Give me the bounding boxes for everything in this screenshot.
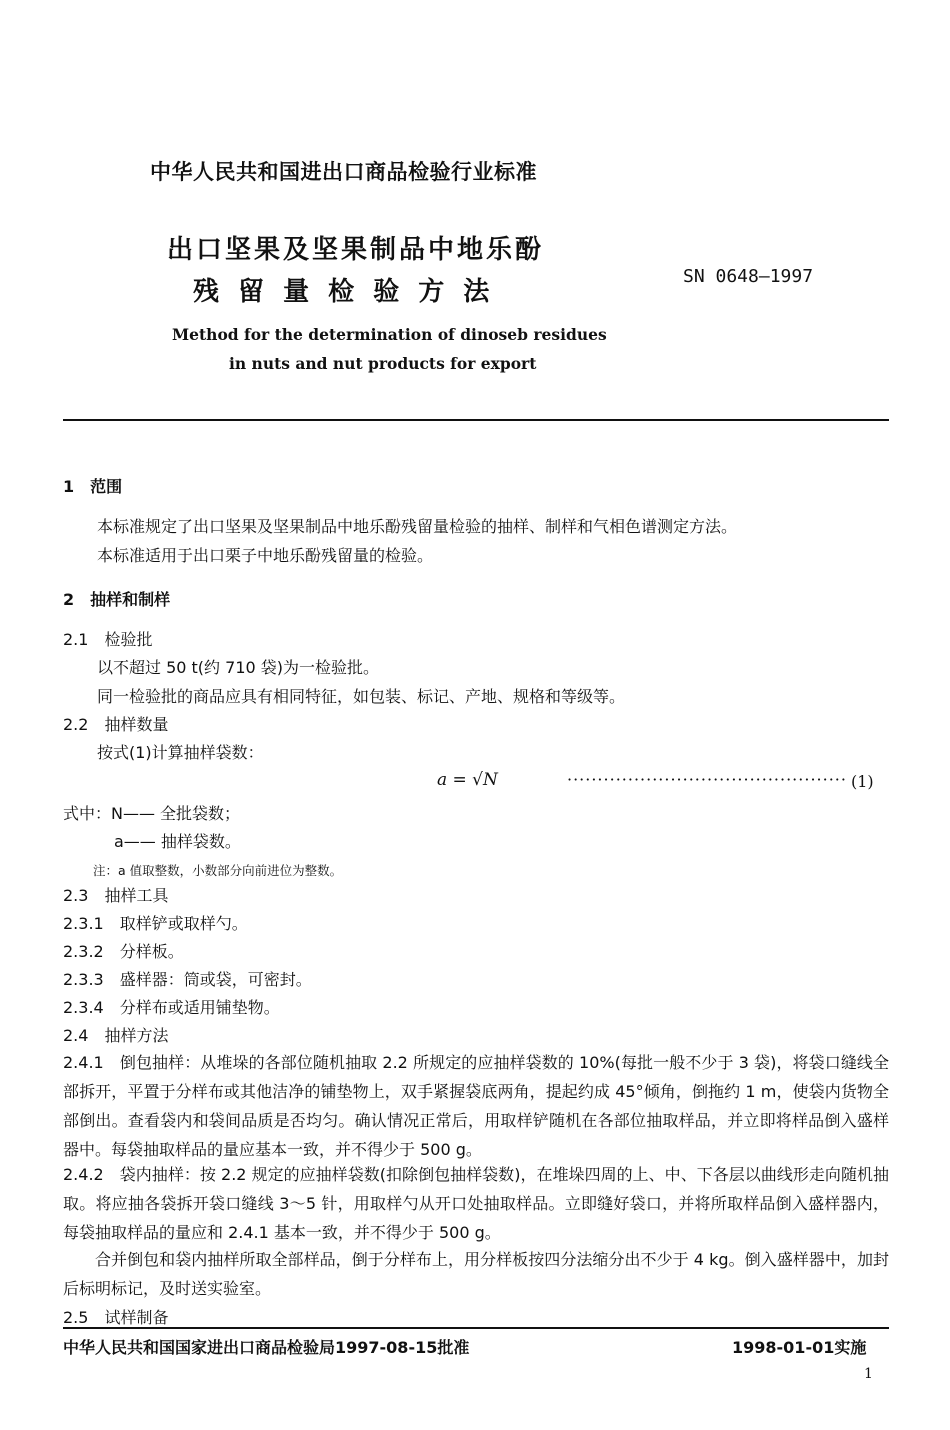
formula: a = √N xyxy=(437,770,498,790)
english-title-line2: in nuts and nut products for export xyxy=(229,354,537,373)
section-2-1-paragraph-1: 以不超过 50 t(约 710 袋)为一检验批。 xyxy=(97,658,380,677)
footer-rule xyxy=(63,1327,889,1329)
section-2-3-heading: 2.3 抽样工具 xyxy=(63,886,169,905)
formula-where-n: 式中：N—— 全批袋数； xyxy=(63,804,241,823)
section-2-4-1: 2.4.1 倒包抽样：从堆垛的各部位随机抽取 2.2 所规定的应抽样袋数的 10%(每批一般不少于 3 袋)，将袋口缝线全部拆开，平置于分样布或其他洁净的铺垫物上，双手紧握袋底两角，提起约成 45°倾角，倒拖约 1 m，使袋内货物全部倒出。查看袋内和袋间品质是否均匀。确认情况正常后，用取样铲随机在各部位抽取样品，并立即将样品倒入盛样器中。每袋抽取样品的量应基本一致，并不得少于 500 g。 xyxy=(63,1053,889,1159)
effective-date: 1998-01-01实施 xyxy=(732,1338,867,1357)
section-2-1-heading: 2.1 检验批 xyxy=(63,630,153,649)
section-2-1-paragraph-2: 同一检验批的商品应具有相同特征，如包装、标记、产地、规格和等级等。 xyxy=(97,687,626,706)
section-2-4-paragraph: 合并倒包和袋内抽样所取全部样品，倒于分样布上，用分样板按四分法缩分出不少于 4 kg。倒入盛样器中，加封后标明标记，及时送实验室。 xyxy=(63,1250,889,1298)
section-1-paragraph-2: 本标准适用于出口栗子中地乐酚残留量的检验。 xyxy=(97,546,434,565)
section-1-paragraph-1: 本标准规定了出口坚果及坚果制品中地乐酚残留量检验的抽样、制样和气相色谱测定方法。 xyxy=(97,517,738,536)
section-1-heading: 1 范围 xyxy=(63,477,123,496)
doc-title-line2: 残 留 量 检 验 方 法 xyxy=(193,277,495,307)
formula-note: 注：a 值取整数，小数部分向前进位为整数。 xyxy=(93,863,343,878)
org-title: 中华人民共和国进出口商品检验行业标准 xyxy=(150,160,537,184)
section-2-2-paragraph: 按式(1)计算抽样袋数： xyxy=(97,743,264,762)
section-2-3-3: 2.3.3 盛样器：筒或袋，可密封。 xyxy=(63,970,312,989)
section-2-4-2: 2.4.2 袋内抽样：按 2.2 规定的应抽样袋数(扣除倒包抽样袋数)，在堆垛四周的上、中、下各层以曲线形走向随机抽取。将应抽各袋拆开袋口缝线 3～5 针，用取样勺从开口处抽取样品。立即缝好袋口，并将所取样品倒入盛样器内，每袋抽取样品的量应和 2.4.1 基本一致，并不得少于 500 g。 xyxy=(63,1165,889,1242)
section-2-heading: 2 抽样和制样 xyxy=(63,590,171,609)
formula-number: (1) xyxy=(851,772,874,791)
page-number: 1 xyxy=(864,1366,873,1382)
section-2-4-heading: 2.4 抽样方法 xyxy=(63,1026,169,1045)
formula-where-a: a—— 抽样袋数。 xyxy=(114,832,241,851)
formula-leader-dots: ·············································· xyxy=(567,770,847,789)
standard-number: SN 0648—1997 xyxy=(683,266,814,287)
doc-title-line1: 出口坚果及坚果制品中地乐酚 xyxy=(167,235,545,265)
section-2-5-heading: 2.5 试样制备 xyxy=(63,1308,169,1327)
header-rule xyxy=(63,419,889,421)
section-2-2-heading: 2.2 抽样数量 xyxy=(63,715,169,734)
approval-line: 中华人民共和国国家进出口商品检验局1997-08-15批准 xyxy=(63,1338,470,1357)
section-2-3-4: 2.3.4 分样布或适用铺垫物。 xyxy=(63,998,280,1017)
section-2-3-1: 2.3.1 取样铲或取样勺。 xyxy=(63,914,248,933)
section-2-3-2: 2.3.2 分样板。 xyxy=(63,942,184,961)
english-title-line1: Method for the determination of dinoseb residues xyxy=(172,325,607,344)
